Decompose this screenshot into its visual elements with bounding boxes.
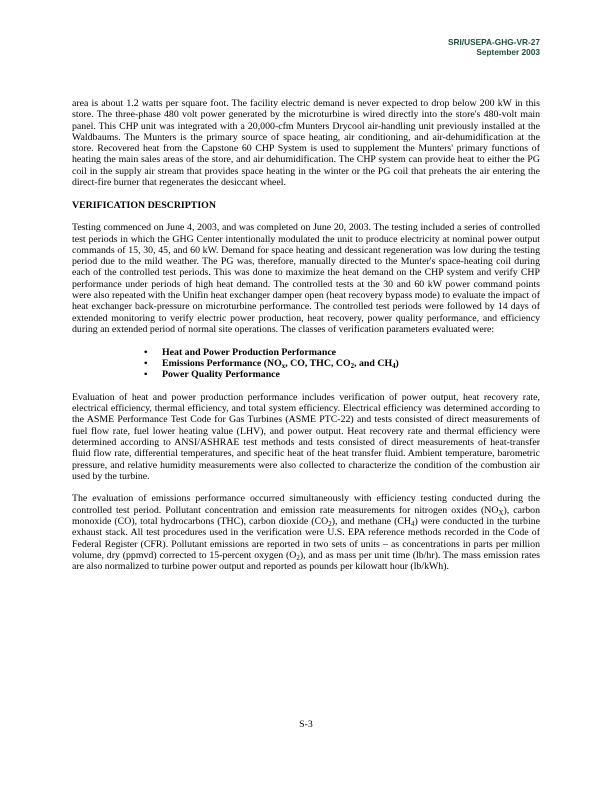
paragraph-site-description: area is about 1.2 watts per square foot. The facility electric demand is never expected to drop below 200 kW in this store. The three-phase 480 volt power generated by the microturbine is wired directly into the store's 480-volt main panel. This CHP unit was integrated with a 20,000-cfm Munters Drycool air-handling unit previously installed at the Waldbaums. The Munters is the primary source of space heating, air conditioning, and air-dehumidification at the store. Recovered heat from the Capstone 60 CHP System is used to supplement the Munters' primary functions of heating the main sales areas of the store, and air dehumidification. The CHP system can provide heat to either the PG coil in the supply air stream that provides space heating in the winter or the PG coil that preheats the air entering the direct-fire burner that regenerates the desiccant wheel. [72, 98, 540, 189]
report-date: September 2003 [476, 46, 540, 57]
running-header [448, 38, 540, 57]
section-heading: VERIFICATION DESCRIPTION [72, 199, 216, 211]
list-item: • Emissions Performance ($NO_x$, CO, THC, $CO_2$, and $CH_4$) [144, 358, 540, 369]
paragraph-heat-power: Evaluation of heat and power production performance includes verification of power output, heat recovery rate, electrical efficiency, thermal efficiency, and total system efficiency. Electrical efficiency was determined according to the ASME Performance Test Code for Gas Turbines (ASME PTC-22) and tests consisted of direct measurements of fuel flow rate, fuel lower heating value (LHV), and power output. Heat recovery rate and thermal efficiency were determined according to ANSI/ASHRAE test methods and tests consisted of direct measurements of heat-transfer fluid flow rate, differential temperatures, and specific heat of the heat transfer fluid. Ambient temperature, barometric pressure, and relative humidity measurements were also collected to characterize the condition of the combustion air used by the turbine. [72, 391, 540, 482]
parameter-list [72, 347, 540, 381]
paragraph-emissions: The evaluation of emissions performance occurred simultaneously with efficiency testing conducted during the controlled test period. Pollutant concentration and emission rate measurements for nitrogen oxides $(NO_X)$, carbon monoxide (CO), total hydrocarbons (THC), carbon dioxide $(CO_2)$, and methane $(CH_4)$ were conducted in the turbine exhaust stack. All test procedures used in the verification were U.S. EPA reference methods recorded in the Code of Federal Register (CFR). Pollutant emissions are reported in two sets of units – as concentrations in parts per million volume, dry (ppmvd) corrected to 15-percent oxygen $(O_2)$, and as mass per unit time (lb/hr). The mass emission rates are also normalized to turbine power output and reported as pounds per kilowatt hour (lb/kWh). [72, 493, 541, 573]
list-item: • Heat and Power Production Performance [144, 347, 540, 358]
list-item: • Power Quality Performance [144, 369, 540, 380]
page-number: S-3 [299, 719, 313, 730]
paragraph-testing: Testing commenced on June 4, 2003, and was completed on June 20, 2003. The testing included a series of controlled test periods in which the GHG Center intentionally modulated the unit to produce electricity at nominal power output commands of 15, 30, 45, and 60 kW. Demand for space heating and dessicant regeneration was low during the testing period due to the mild weather. The PG was, therefore, manually directed to the Munter's space-heating coil during each of the controlled test periods. This was done to maximize the heat demand on the CHP system and verify CHP performance under periods of high heat demand. The controlled tests at the 30 and 60 kW power command points were also repeated with the Unifin heat exchanger damper open (heat recovery bypass mode) to evaluate the impact of heat exchanger back-pressure on microturbine performance. The controlled test periods were followed by 14 days of extended monitoring to verify electric power production, heat recovery, power quality performance, and efficiency during an extended period of normal site operations. The classes of verification parameters evaluated were: [72, 222, 540, 335]
body-text [72, 98, 540, 584]
report-id: SRI/USEPA-GHG-VR-27 [447, 37, 540, 47]
